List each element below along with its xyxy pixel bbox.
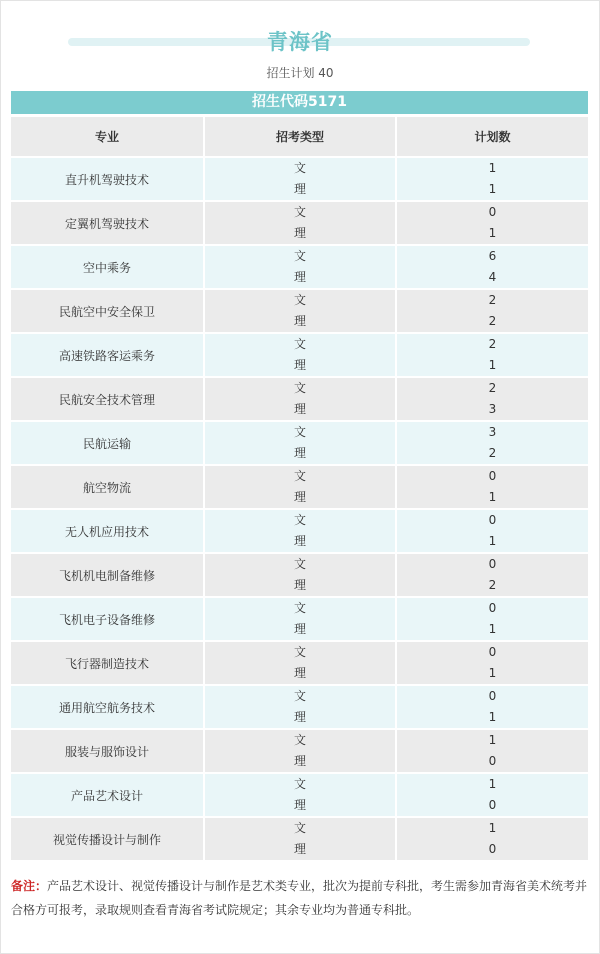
exam-type-value: 理: [293, 798, 306, 812]
exam-type-value: 文: [293, 601, 306, 615]
major-cell: 视觉传播设计与制作: [11, 818, 203, 860]
page-title: 青海省: [267, 30, 333, 54]
footnote-label: 备注：: [11, 879, 48, 893]
exam-type-value: 文: [293, 293, 306, 307]
exam-type-value: 理: [293, 534, 306, 548]
plan-count-cell: [397, 202, 588, 244]
exam-type-value: 理: [293, 578, 306, 592]
exam-type-value: 理: [293, 622, 306, 636]
table-row: [11, 246, 588, 288]
plan-count-cell: [397, 774, 588, 816]
plan-count-value: 4: [488, 270, 497, 284]
major-cell: 飞机机电制备维修: [11, 554, 203, 596]
plan-count-cell: [397, 246, 588, 288]
exam-type-value: 文: [293, 161, 306, 175]
major-cell: 定翼机驾驶技术: [11, 202, 203, 244]
plan-count-cell: [397, 686, 588, 728]
exam-type-value: 文: [293, 205, 306, 219]
exam-type-cell: [205, 510, 395, 552]
table-row: [11, 730, 588, 772]
plan-count-value: 1: [488, 622, 497, 636]
exam-type-value: 理: [293, 226, 306, 240]
major-cell: 高速铁路客运乘务: [11, 334, 203, 376]
plan-count-value: 1: [488, 182, 497, 196]
table-row: [11, 290, 588, 332]
header-exam-type: 招考类型: [205, 117, 395, 156]
plan-count-cell: [397, 378, 588, 420]
exam-type-cell: [205, 554, 395, 596]
exam-type-value: 理: [293, 490, 306, 504]
major-cell: 航空物流: [11, 466, 203, 508]
table-row: [11, 334, 588, 376]
plan-count-value: 0: [488, 469, 497, 483]
table-row: [11, 818, 588, 860]
plan-count-cell: [397, 422, 588, 464]
plan-count-value: 2: [488, 578, 497, 592]
exam-type-value: 理: [293, 446, 306, 460]
exam-type-value: 文: [293, 733, 306, 747]
exam-type-value: 理: [293, 402, 306, 416]
footnote: [11, 874, 591, 922]
plan-count-value: 1: [488, 821, 497, 835]
exam-type-cell: [205, 422, 395, 464]
exam-type-cell: [205, 334, 395, 376]
exam-type-cell: [205, 202, 395, 244]
plan-count-value: 1: [488, 733, 497, 747]
exam-type-cell: [205, 818, 395, 860]
table-row: [11, 774, 588, 816]
exam-type-value: 文: [293, 381, 306, 395]
plan-count-value: 0: [488, 798, 497, 812]
plan-count-cell: [397, 818, 588, 860]
plan-count-value: 2: [488, 381, 497, 395]
exam-type-value: 文: [293, 645, 306, 659]
plan-count-cell: [397, 334, 588, 376]
major-cell: 通用航空航务技术: [11, 686, 203, 728]
exam-type-cell: [205, 466, 395, 508]
exam-type-value: 理: [293, 754, 306, 768]
plan-count-value: 1: [488, 710, 497, 724]
exam-type-value: 理: [293, 182, 306, 196]
table-row: [11, 598, 588, 640]
plan-count-value: 0: [488, 513, 497, 527]
table-row: [11, 686, 588, 728]
exam-type-value: 文: [293, 557, 306, 571]
major-cell: 直升机驾驶技术: [11, 158, 203, 200]
major-cell: 空中乘务: [11, 246, 203, 288]
header-major: 专业: [11, 117, 203, 156]
plan-count-value: 1: [488, 226, 497, 240]
exam-type-cell: [205, 686, 395, 728]
table-row: [11, 158, 588, 200]
exam-type-cell: [205, 774, 395, 816]
exam-type-cell: [205, 642, 395, 684]
plan-count-value: 1: [488, 666, 497, 680]
plan-count-value: 2: [488, 314, 497, 328]
plan-count-value: 0: [488, 557, 497, 571]
exam-type-value: 文: [293, 425, 306, 439]
exam-type-cell: [205, 246, 395, 288]
plan-count-cell: [397, 642, 588, 684]
plan-count-value: 0: [488, 842, 497, 856]
exam-type-value: 文: [293, 249, 306, 263]
plan-count-value: 6: [488, 249, 497, 263]
exam-type-value: 理: [293, 314, 306, 328]
exam-type-value: 文: [293, 689, 306, 703]
exam-type-value: 理: [293, 842, 306, 856]
admission-code-bar: 招生代码5171: [11, 91, 588, 114]
table-row: [11, 466, 588, 508]
plan-count-value: 0: [488, 754, 497, 768]
plan-count-value: 0: [488, 205, 497, 219]
major-cell: 民航安全技术管理: [11, 378, 203, 420]
exam-type-value: 理: [293, 270, 306, 284]
exam-type-value: 文: [293, 337, 306, 351]
plan-count-value: 1: [488, 358, 497, 372]
exam-type-value: 文: [293, 821, 306, 835]
exam-type-value: 理: [293, 710, 306, 724]
exam-type-value: 文: [293, 469, 306, 483]
major-cell: 服装与服饰设计: [11, 730, 203, 772]
exam-type-cell: [205, 158, 395, 200]
plan-count-value: 2: [488, 446, 497, 460]
plan-count-value: 1: [488, 777, 497, 791]
plan-count-value: 2: [488, 337, 497, 351]
plan-count-value: 3: [488, 425, 497, 439]
plan-count-cell: [397, 730, 588, 772]
plan-count-value: 1: [488, 161, 497, 175]
plan-total: 招生计划 40: [266, 66, 334, 80]
plan-count-cell: [397, 158, 588, 200]
plan-count-value: 0: [488, 689, 497, 703]
exam-type-value: 理: [293, 666, 306, 680]
major-cell: 民航空中安全保卫: [11, 290, 203, 332]
exam-type-cell: [205, 378, 395, 420]
footnote-text: 产品艺术设计、视觉传播设计与制作是艺术类专业，批次为提前专科批，考生需参加青海省美术统考并合格方可报考，录取规则查看青海省考试院规定；其余专业均为普通专科批。: [11, 879, 588, 917]
table-header-row: [11, 117, 588, 156]
plan-count-value: 0: [488, 645, 497, 659]
plan-count-value: 3: [488, 402, 497, 416]
exam-type-value: 理: [293, 358, 306, 372]
major-cell: 产品艺术设计: [11, 774, 203, 816]
table-row: [11, 202, 588, 244]
plan-count-cell: [397, 466, 588, 508]
plan-count-value: 1: [488, 534, 497, 548]
plan-count-cell: [397, 598, 588, 640]
major-cell: 无人机应用技术: [11, 510, 203, 552]
table-row: [11, 378, 588, 420]
major-cell: 飞行器制造技术: [11, 642, 203, 684]
header-plan-count: 计划数: [397, 117, 588, 156]
major-cell: 民航运输: [11, 422, 203, 464]
major-cell: 飞机电子设备维修: [11, 598, 203, 640]
exam-type-value: 文: [293, 777, 306, 791]
plan-count-cell: [397, 510, 588, 552]
table-row: [11, 510, 588, 552]
table-row: [11, 554, 588, 596]
plan-count-value: 1: [488, 490, 497, 504]
exam-type-cell: [205, 290, 395, 332]
table-row: [11, 422, 588, 464]
table-row: [11, 642, 588, 684]
plan-count-cell: [397, 290, 588, 332]
exam-type-cell: [205, 730, 395, 772]
exam-type-value: 文: [293, 513, 306, 527]
plan-count-cell: [397, 554, 588, 596]
plan-count-value: 0: [488, 601, 497, 615]
enrollment-plan-table: [9, 115, 590, 862]
exam-type-cell: [205, 598, 395, 640]
plan-count-value: 2: [488, 293, 497, 307]
